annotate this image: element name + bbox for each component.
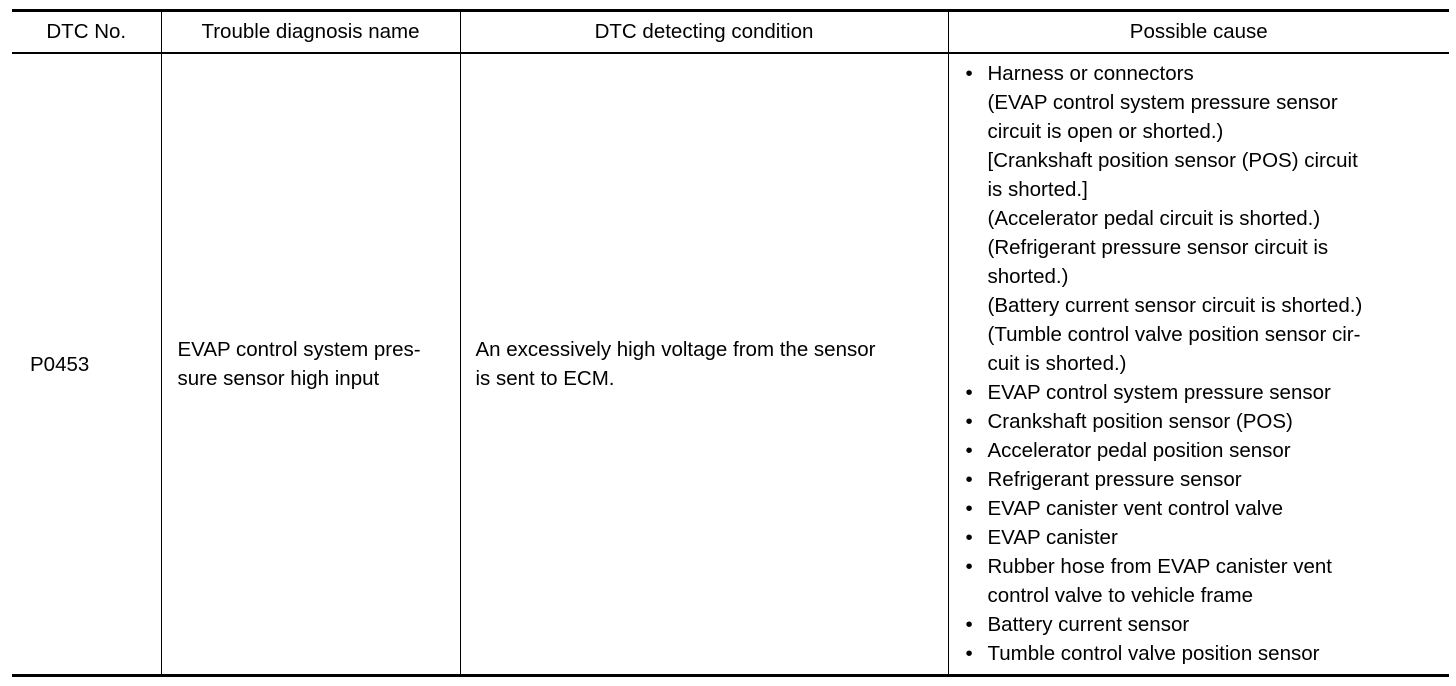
condition-line: is sent to ECM. (475, 367, 615, 390)
cell-dtc-detecting-condition (460, 53, 948, 676)
cause-line: Crankshaft position sensor (POS) (987, 410, 1293, 433)
list-item (966, 639, 1446, 668)
bullet-icon: • (965, 555, 973, 578)
cause-line: is shorted.] (987, 178, 1088, 201)
condition-line: An excessively high voltage from the sensor (475, 338, 876, 361)
bullet-icon: • (965, 497, 973, 520)
cause-line: (Refrigerant pressure sensor circuit is (987, 236, 1329, 259)
name-line: EVAP control system pres- (177, 338, 421, 361)
list-item (966, 610, 1446, 639)
cause-line: EVAP control system pressure sensor (987, 381, 1331, 404)
header-dtc-no: DTC No. (12, 11, 161, 54)
cause-line: Battery current sensor (987, 613, 1190, 636)
list-item (966, 436, 1446, 465)
dtc-table (12, 9, 1449, 677)
cause-line: EVAP canister vent control valve (987, 497, 1283, 520)
cell-dtc-no: P0453 (12, 53, 161, 676)
name-line: sure sensor high input (177, 367, 380, 390)
bullet-icon: • (965, 410, 973, 433)
cell-possible-cause (948, 53, 1449, 676)
bullet-icon: • (965, 613, 973, 636)
cause-line: Accelerator pedal position sensor (987, 439, 1291, 462)
bullet-icon: • (965, 439, 973, 462)
cause-line: (Tumble control valve position sensor cir- (987, 323, 1361, 346)
cause-line: EVAP canister (987, 526, 1118, 549)
cause-line: cuit is shorted.) (987, 352, 1127, 375)
cause-line: circuit is open or shorted.) (987, 120, 1224, 143)
cause-line: [Crankshaft position sensor (POS) circuit (987, 149, 1358, 172)
bullet-icon: • (965, 468, 973, 491)
list-item (966, 407, 1446, 436)
cell-trouble-diagnosis-name (161, 53, 460, 676)
bullet-icon: • (965, 526, 973, 549)
list-item (966, 494, 1446, 523)
list-item (966, 59, 1446, 378)
list-item (966, 523, 1446, 552)
possible-cause-list (966, 59, 1446, 668)
cause-line: (Accelerator pedal circuit is shorted.) (987, 207, 1321, 230)
bullet-icon: • (965, 381, 973, 404)
cause-line: (EVAP control system pressure sensor (987, 91, 1338, 114)
cause-line: Tumble control valve position sensor (987, 642, 1320, 665)
bullet-icon: • (965, 62, 973, 85)
cause-line: control valve to vehicle frame (987, 584, 1253, 607)
cause-line: (Battery current sensor circuit is shorted.) (987, 294, 1363, 317)
table-row (12, 53, 1449, 676)
header-dtc-detecting-condition: DTC detecting condition (460, 11, 948, 54)
cause-line: shorted.) (987, 265, 1069, 288)
list-item (966, 378, 1446, 407)
header-trouble-diagnosis-name: Trouble diagnosis name (161, 11, 460, 54)
cause-line: Rubber hose from EVAP canister vent (987, 555, 1332, 578)
table-header-row (12, 11, 1449, 54)
list-item (966, 552, 1446, 610)
header-possible-cause: Possible cause (948, 11, 1449, 54)
cause-line: Refrigerant pressure sensor (987, 468, 1242, 491)
bullet-icon: • (965, 642, 973, 665)
list-item (966, 465, 1446, 494)
cause-line: Harness or connectors (987, 62, 1194, 85)
